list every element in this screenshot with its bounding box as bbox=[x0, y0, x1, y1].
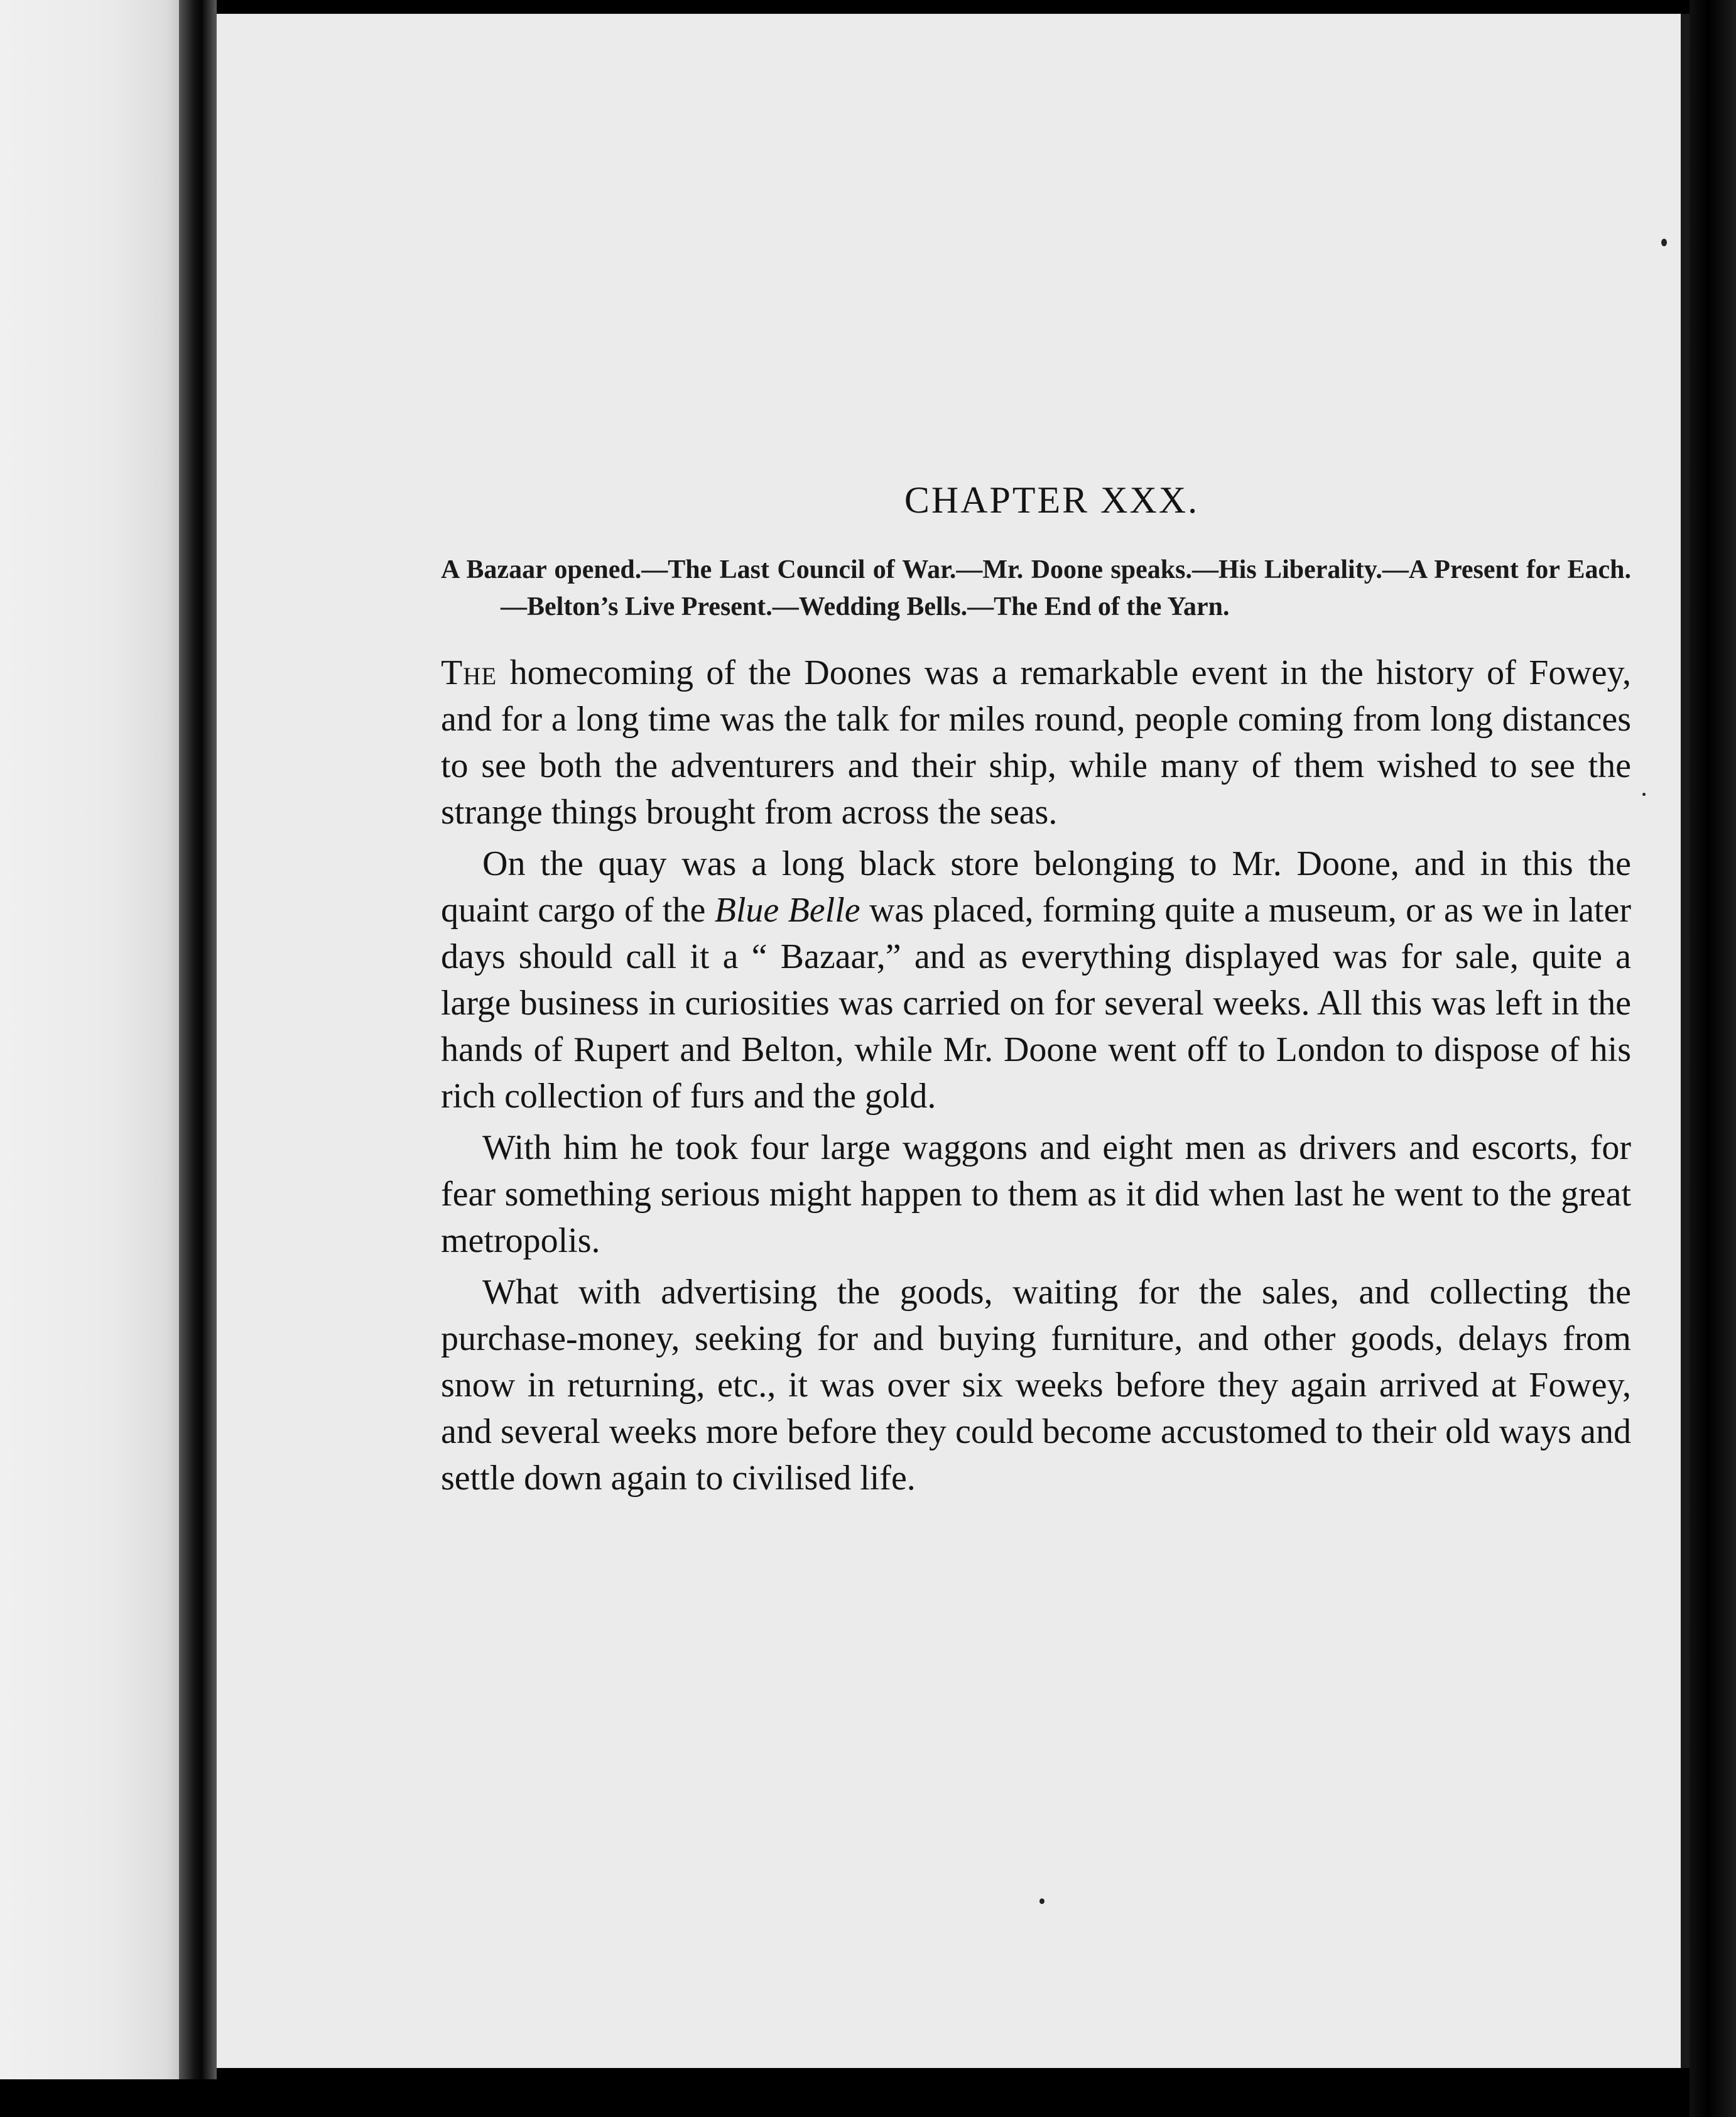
paragraph-3: With him he took four large waggons and eight men as drivers and escorts, for fear something serious might happen to them as it did when last he went to the great metropolis. bbox=[441, 1128, 1631, 1260]
ship-name: Blue Belle bbox=[714, 891, 860, 930]
book-page bbox=[217, 14, 1690, 2068]
scan-speck bbox=[1642, 793, 1646, 796]
scan-speck bbox=[1039, 1898, 1044, 1904]
chapter-title: CHAPTER XXX. bbox=[904, 479, 1200, 521]
paragraph-2 bbox=[441, 841, 1631, 1119]
paragraph-2-text-b: was placed, forming quite a museum, or as we in later days should call it a “ Bazaar,” and as everything displayed was for sale, quite a large business in curiosities was carried on for several weeks. All this was left in the hands of Rupert and Belton, while Mr. Doone went off to London to dispose of his rich collection of furs and the gold. bbox=[441, 891, 1631, 1116]
paragraph-1-text: homecoming of the Doones was a remarkable event in the history of Fowey, and for a long time was the talk for miles round, people coming from long distances to see both the adventurers and their ship, while many of them wished to see the strange things brought from across the seas. bbox=[441, 653, 1631, 832]
paragraph-2-text-a: On the quay was a long black store belonging to Mr. Doone, and in this the quaint cargo of the bbox=[441, 844, 1631, 930]
scan-speck bbox=[1661, 239, 1667, 246]
paragraph-1 bbox=[441, 650, 1631, 835]
chapter-synopsis: A Bazaar opened.—The Last Council of War.—Mr. Doone speaks.—His Liberality.—A Present for Each.—Belton’s Live Present.—Wedding Bells.—The End of the Yarn. bbox=[441, 555, 1631, 621]
book-gutter bbox=[179, 0, 217, 2079]
paragraph-4: What with advertising the goods, waiting for the sales, and collecting the purchase-money, seeking for and buying furniture, and other goods, delays from snow in returning, etc., it was over six weeks before they again arrived at Fowey, and several weeks more before they could become accustomed to their old ways and settle down again to civilised life. bbox=[441, 1273, 1631, 1498]
page-text bbox=[441, 477, 1631, 1506]
right-scan-border bbox=[1690, 0, 1736, 2117]
left-page-edge bbox=[0, 0, 188, 2079]
paragraph-1-lead: The bbox=[441, 653, 497, 692]
